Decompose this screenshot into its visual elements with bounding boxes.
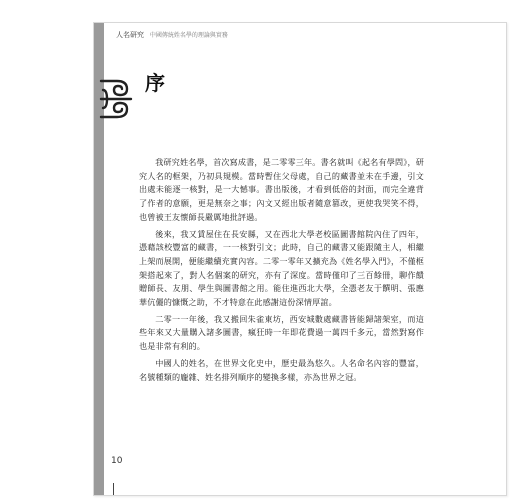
page-title: 序 [145, 71, 165, 95]
paragraph: 我研究姓名學，首次寫成書，是二零零三年。書名就叫《起名有學問》，研究人名的框架，乃初具規模。當時暫住父母處，自己的藏書並未在手邊，引文出處未能逐一核對，是一大憾事。書出版後，才看到低俗的封面，而完全違背了作者的意願，更是無奈之事；內文又經出版者隨意篡改，更使我哭笑不得，也曾被王友懷師長嚴厲地批評過。 [139, 157, 424, 222]
header-subtitle: 中國傳統姓名學的理論與實務 [149, 32, 228, 39]
header-brand: 人名研究 [116, 31, 144, 39]
cloud-scroll-ornament-icon [97, 77, 137, 121]
paragraph: 中國人的姓名，在世界文化史中，歷史最為悠久。人名命名內容的豐富，名號種類的龐雜、姓名排列順序的變換多樣，亦為世界之冠。 [139, 357, 424, 382]
preface-body [139, 156, 424, 387]
running-header [116, 30, 228, 40]
paragraph: 二零一一年後，我又搬回朱雀東坊，西安城數處藏書皆能歸諸架室，而這些年來又大量購入諸多圖書，瘋狂時一年即花費過一萬四千多元，當然對寫作也是非常有利的。 [139, 313, 424, 352]
page-number: 10 [111, 456, 123, 466]
book-page [93, 22, 507, 496]
paragraph: 後來，我又賃屋住在長安縣，又在西北大學老校區圖書館院內住了四年，憑藉該校豐富的藏書，一一核對引文；此時，自己的藏書又能跟隨主人，相繼上架而展開，便能繼續充實內容。二零一零年又擴充為《姓名學入門》，不僅框架搭起來了，對人名個案的研究，亦有了深度。當時僅印了三百餘冊，聊作饋贈師長、友朋、學生與圖書館之用。能住進西北大學，全憑老友于饌明、張應華伉儷的慷慨之助，不才特意在此感謝這份深情厚誼。 [139, 228, 424, 308]
page-number-rule [113, 483, 114, 495]
